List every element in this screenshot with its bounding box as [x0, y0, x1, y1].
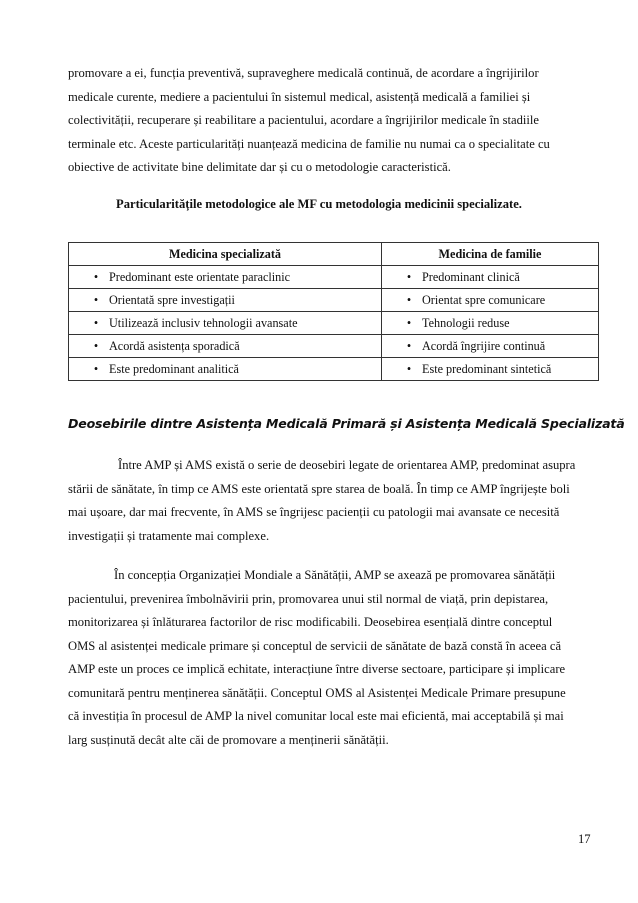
- table-row: [69, 312, 599, 335]
- table-cell: [69, 312, 382, 335]
- table-cell: [382, 289, 599, 312]
- paragraph-oms-concept: [68, 564, 572, 752]
- table-header-row: [69, 243, 599, 266]
- bullet-icon: •: [93, 269, 99, 284]
- table-cell: [382, 335, 599, 358]
- text-line: larg susținută decât alte căi de promovare a menținerii sănătății.: [68, 732, 389, 747]
- text-line: colectivității, recuperare și reabilitare a pacientului, acordare a îngrijirilor medicale în stadiile: [68, 113, 539, 127]
- text-line: medicale curente, mediere a pacientului în sistemul medical, asistență medicală a familiei și: [68, 89, 531, 104]
- cell-text: Acordă asistența sporadică: [109, 338, 240, 353]
- table-caption: Particularitățile metodologice ale MF cu metodologia medicinii specializate.: [116, 197, 522, 211]
- table-row: [69, 289, 599, 312]
- bullet-icon: •: [406, 269, 412, 284]
- cell-text: Predominant clinică: [422, 269, 520, 284]
- column-header: Medicina specializată: [69, 243, 382, 266]
- text-line: monitorizarea și înlăturarea factorilor de risc modificabili. Deosebirea esențială dintre conceptul: [68, 615, 553, 629]
- section-heading: Deosebirile dintre Asistența Medicală Primară și Asistența Medicală Specializată: [68, 416, 625, 431]
- bullet-icon: •: [93, 338, 99, 353]
- bullet-icon: •: [406, 338, 412, 353]
- column-header: Medicina de familie: [382, 243, 599, 266]
- text-line: OMS al asistenței medicale primare și conceptul de servicii de sănătate de bază constă în aceea că: [68, 638, 562, 653]
- bullet-icon: •: [93, 292, 99, 307]
- text-line: Între AMP și AMS există o serie de deosebiri legate de orientarea AMP, predominat asupra: [118, 458, 576, 472]
- text-line: pacientului, prevenirea îmbolnăvirii prin, promovarea unui stil normal de viață, prin depistarea,: [68, 591, 549, 606]
- table-row: [69, 358, 599, 381]
- table-cell: [69, 335, 382, 358]
- cell-text: Predominant este orientate paraclinic: [109, 269, 291, 284]
- paragraph-differences: [68, 454, 576, 548]
- text-line: În concepția Organizației Mondiale a Sănătății, AMP se axează pe promovarea sănătății: [114, 568, 556, 582]
- table-cell: [69, 358, 382, 381]
- text-line: AMP este un proces ce implică echitate, interacțiune între diverse sectoare, participare și implicare: [68, 662, 566, 676]
- cell-text: Utilizează inclusiv tehnologii avansate: [109, 315, 298, 330]
- text-line: stării de sănătate, în timp ce AMS este orientată spre starea de boală. În timp ce AMP îngrijește boli: [68, 481, 570, 496]
- cell-text: Este predominant sintetică: [422, 361, 552, 376]
- bullet-icon: •: [406, 315, 412, 330]
- text-line: investigații și tratamente mai complexe.: [68, 528, 270, 543]
- table-cell: [382, 358, 599, 381]
- cell-text: Orientat spre comunicare: [422, 292, 546, 307]
- table-row: [69, 335, 599, 358]
- text-line: obiective de activitate bine delimitate dar și cu o metodologie caracteristică.: [68, 160, 451, 174]
- table-row: [69, 266, 599, 289]
- cell-text: Acordă îngrijire continuă: [422, 338, 546, 353]
- cell-text: Orientată spre investigații: [109, 292, 235, 307]
- table-cell: [382, 312, 599, 335]
- bullet-icon: •: [93, 315, 99, 330]
- bullet-icon: •: [93, 361, 99, 376]
- bullet-icon: •: [406, 361, 412, 376]
- comparison-table: [68, 242, 599, 381]
- intro-paragraph: [68, 62, 572, 180]
- table-cell: [69, 289, 382, 312]
- text-line: terminale etc. Aceste particularități nuanțează medicina de familie nu numai ca o specialitate cu: [68, 136, 550, 151]
- table-cell: [69, 266, 382, 289]
- cell-text: Este predominant analitică: [109, 361, 239, 376]
- bullet-icon: •: [406, 292, 412, 307]
- page-number: 17: [578, 832, 591, 846]
- text-line: comunitară pentru menținerea sănătății. Conceptul OMS al Asistenței Medicale Primare presupune: [68, 685, 566, 700]
- table-cell: [382, 266, 599, 289]
- cell-text: Tehnologii reduse: [422, 315, 510, 330]
- text-line: că investiția în procesul de AMP la nivel comunitar local este mai eficientă, mai acceptabilă și mai: [68, 709, 564, 723]
- text-line: promovare a ei, funcția preventivă, supraveghere medicală continuă, de acordare a îngrijirilor: [68, 66, 539, 80]
- text-line: mai ușoare, dar mai frecvente, în AMS se îngrijesc pacienții cu patologii mai avansate ce necesită: [68, 505, 560, 519]
